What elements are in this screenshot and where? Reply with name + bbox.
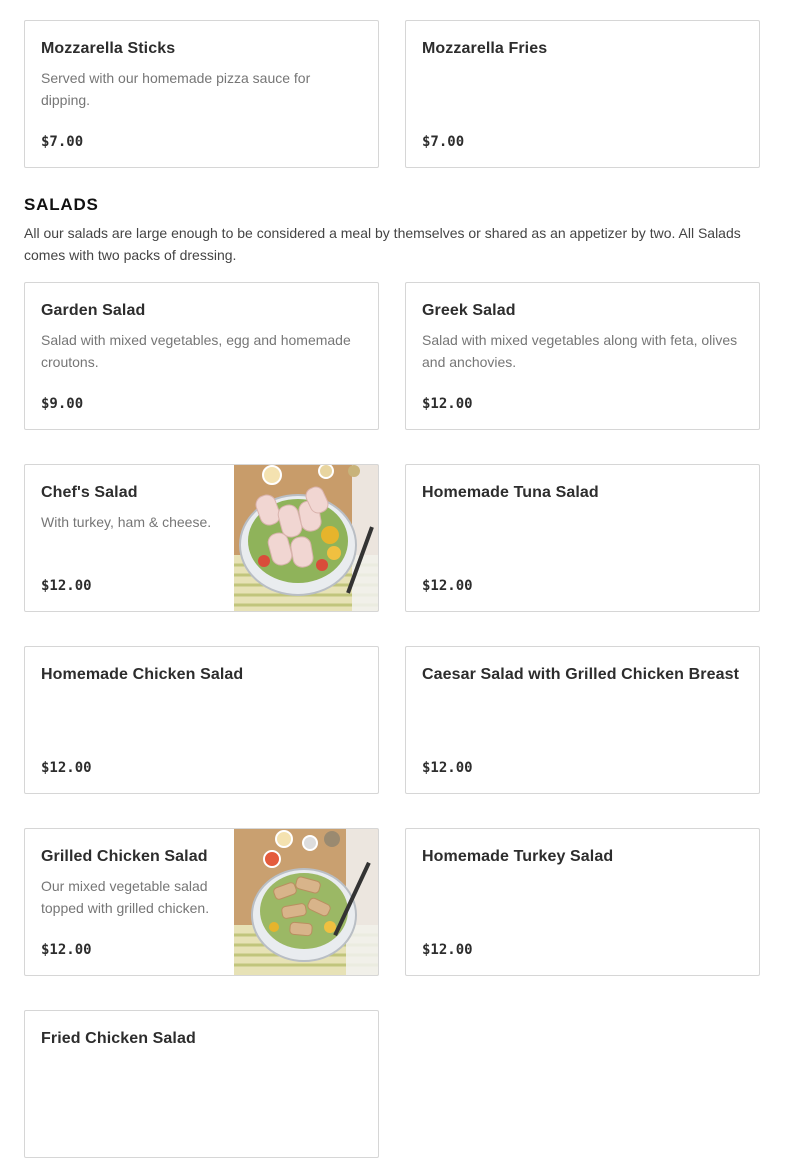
item-description: Salad with mixed vegetables, egg and homemade croutons. xyxy=(41,332,351,370)
item-price: $7.00 xyxy=(422,134,465,150)
menu-item-card[interactable] xyxy=(405,20,760,168)
menu-item-card[interactable] xyxy=(24,282,379,430)
section-title: SALADS xyxy=(24,195,99,214)
item-description: Served with our homemade pizza sauce for dipping. xyxy=(41,70,311,108)
menu-item-card[interactable] xyxy=(405,828,760,976)
item-price: $12.00 xyxy=(41,578,92,594)
menu-item-card[interactable] xyxy=(405,282,760,430)
item-name: Mozzarella Sticks xyxy=(41,40,176,57)
section-description: All our salads are large enough to be considered a meal by themselves or shared as an appetizer by two. All Salads comes with two packs of dressing. xyxy=(24,225,741,263)
menu-item-card[interactable] xyxy=(405,464,760,612)
item-name: Homemade Turkey Salad xyxy=(422,848,614,865)
item-price: $12.00 xyxy=(422,396,473,412)
item-price: $12.00 xyxy=(422,942,473,958)
menu-item-card[interactable] xyxy=(24,828,379,976)
item-name: Grilled Chicken Salad xyxy=(41,848,208,865)
item-name: Fried Chicken Salad xyxy=(41,1030,196,1047)
menu-item-card[interactable] xyxy=(24,20,379,168)
menu-item-card[interactable] xyxy=(405,646,760,794)
menu-item-card[interactable] xyxy=(24,464,379,612)
item-name: Garden Salad xyxy=(41,302,146,319)
salad-photo xyxy=(234,465,378,612)
item-price: $12.00 xyxy=(422,578,473,594)
item-name: Homemade Tuna Salad xyxy=(422,484,599,501)
item-price: $9.00 xyxy=(41,396,84,412)
item-price: $12.00 xyxy=(41,760,92,776)
item-description: Our mixed vegetable salad topped with grilled chicken. xyxy=(41,878,210,916)
menu-item-card[interactable] xyxy=(24,646,379,794)
salad-photo xyxy=(234,829,378,976)
item-price: $7.00 xyxy=(41,134,84,150)
item-name: Greek Salad xyxy=(422,302,516,319)
item-name: Homemade Chicken Salad xyxy=(41,666,244,683)
item-name: Chef's Salad xyxy=(41,484,138,501)
item-price: $12.00 xyxy=(41,942,92,958)
item-description: Salad with mixed vegetables along with feta, olives and anchovies. xyxy=(422,332,738,370)
item-price: $12.00 xyxy=(422,760,473,776)
item-name: Mozzarella Fries xyxy=(422,40,548,57)
menu-item-card[interactable] xyxy=(24,1010,379,1158)
item-description: With turkey, ham & cheese. xyxy=(41,514,212,530)
item-name: Caesar Salad with Grilled Chicken Breast xyxy=(422,666,740,683)
